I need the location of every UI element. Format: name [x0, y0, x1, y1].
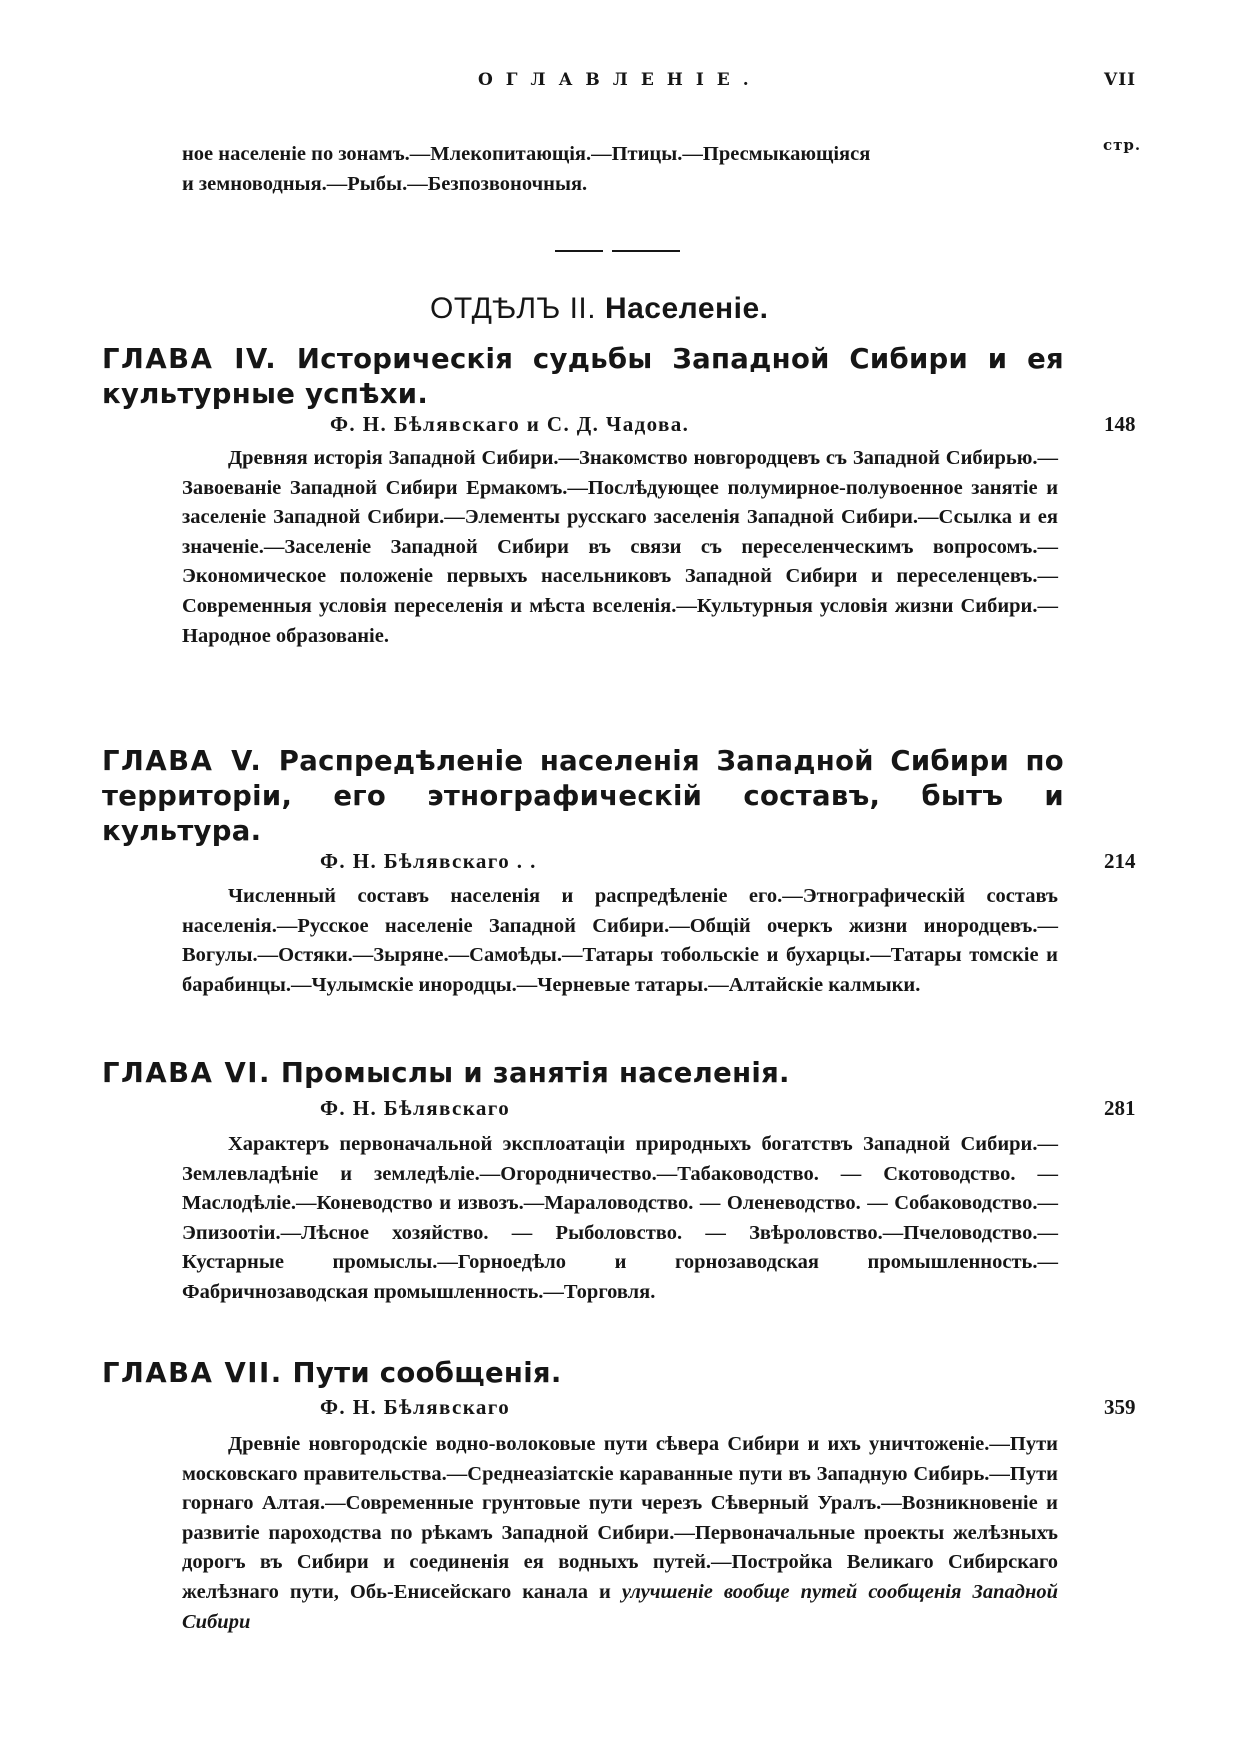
chapter-4-heading — [102, 342, 1064, 412]
chapter-7-author: Ф. Н. Бѣлявскаго — [320, 1395, 511, 1419]
chapter-6-number: ГЛАВА VI. — [102, 1057, 271, 1089]
chapter-7-title: Пути сообщенія. — [292, 1357, 562, 1389]
chapter-4-title: Историческія судьбы Западной Сибири и ея культурные успѣхи. — [102, 343, 1064, 410]
chapter-7-page: 359 — [1104, 1395, 1136, 1419]
chapter-6-summary — [182, 1130, 1058, 1308]
separator-rule-right — [612, 250, 680, 252]
intro-line-1: ное населеніе по зонамъ.—Млекопитающія.—Птицы.—Пресмыкающіяся — [182, 143, 871, 165]
chapter-7-summary — [182, 1430, 1058, 1637]
section-label: ОТДѢЛЪ II. — [430, 292, 597, 325]
chapter-6-author: Ф. Н. Бѣлявскаго — [320, 1096, 511, 1120]
page-column-label: стр. — [1103, 136, 1142, 154]
chapter-4-number: ГЛАВА IV. — [102, 343, 278, 375]
running-head: ОГЛАВЛЕНІЕ. — [478, 70, 762, 90]
chapter-5-page: 214 — [1104, 849, 1136, 873]
chapter-5-author: Ф. Н. Бѣлявскаго . . — [320, 849, 537, 873]
chapter-4-summary — [182, 444, 1058, 651]
chapter-6-title: Промыслы и занятія населенія. — [280, 1057, 790, 1089]
chapter-4-summary-text: Древняя исторія Западной Сибири.—Знакомство новгородцевъ съ Западной Сибирью.—Завоеваніе Западной Сибири Ермакомъ.—Послѣдующее полумирное-полувоенное занятіе и заселеніе Западной Сибири.—Элементы русскаго заселенія Западной Сибири.—Ссылка и ея значеніе.—Заселеніе Западной Сибири въ связи съ переселенческимъ вопросомъ.—Экономическое положеніе первыхъ насельниковъ Западной Сибири и переселенцевъ.—Современныя условія переселенія и мѣста вселенія.—Культурныя условія жизни Сибири.—Народное образованіе. — [182, 447, 1058, 647]
section-subtitle: Населеніе. — [604, 292, 769, 325]
chapter-7-summary-main: Древніе новгородскіе водно-волоковые пути сѣвера Сибири и ихъ уничтоженіе.—Пути московскаго правительства.—Среднеазіатскіе караванные пути въ Западную Сибирь.—Пути горнаго Алтая.—Современные грунтовые пути черезъ Сѣверный Уралъ.—Возникновеніе и развитіе пароходства по рѣкамъ Западной Сибири.—Первоначальные проекты желѣзныхъ дорогъ въ Сибири и соединенія ея водныхъ путей.—Постройка Великаго Сибирскаго желѣзнаго пути, Обь-Енисейскаго канала и — [182, 1433, 1058, 1603]
intro-line-2: и земноводныя.—Рыбы.—Безпозвоночныя. — [182, 172, 588, 195]
chapter-5-number: ГЛАВА V. — [102, 745, 263, 777]
chapter-5-summary — [182, 882, 1058, 1000]
chapter-7-summary-text — [182, 1430, 1058, 1637]
section-title — [430, 292, 768, 326]
chapter-6-heading — [102, 1056, 1064, 1091]
chapter-5-summary-text: Численный составъ населенія и распредѣленіе его.—Этнографическій составъ населенія.—Русское населеніе Западной Сибири.—Общій очеркъ жизни инородцевъ.—Вогулы.—Остяки.—Зыряне.—Самоѣды.—Татары тобольскіе и бухарцы.—Татары томскіе и барабинцы.—Чулымскіе инородцы.—Черневые татары.—Алтайскіе калмыки. — [182, 885, 1058, 996]
separator-rule-left — [555, 250, 603, 252]
page-folio: VII — [1104, 70, 1137, 90]
chapter-4-author: Ф. Н. Бѣлявскаго и С. Д. Чадова. — [330, 412, 690, 436]
chapter-7-number: ГЛАВА VII. — [102, 1357, 283, 1389]
chapter-6-page: 281 — [1104, 1096, 1136, 1120]
chapter-7-summary-italic: улучшеніе вообще путей сообщенія Западной Сибири — [182, 1580, 1058, 1633]
chapter-7-heading — [102, 1356, 1064, 1391]
chapter-6-summary-text: Характеръ первоначальной эксплоатаціи природныхъ богатствъ Западной Сибири.—Землевладѣніе и земледѣліе.—Огородничество.—Табаководство. — Скотоводство. — Маслодѣліе.—Коневодство и извозъ.—Мараловодство. — Оленеводство. — Собаководство.—Эпизоотіи.—Лѣсное хозяйство. — Рыболовство. — Звѣроловство.—Пчеловодство.—Кустарные промыслы.—Горноедѣло и горнозаводская промышленность.—Фабричнозаводская промышленность.—Торговля. — [182, 1133, 1058, 1303]
chapter-4-page: 148 — [1104, 412, 1136, 436]
intro-paragraph — [182, 140, 1058, 199]
chapter-5-heading — [102, 744, 1064, 849]
chapter-5-title: Распредѣленіе населенія Западной Сибири по территоріи, его этнографическій составъ, бытъ и культура. — [102, 745, 1064, 847]
